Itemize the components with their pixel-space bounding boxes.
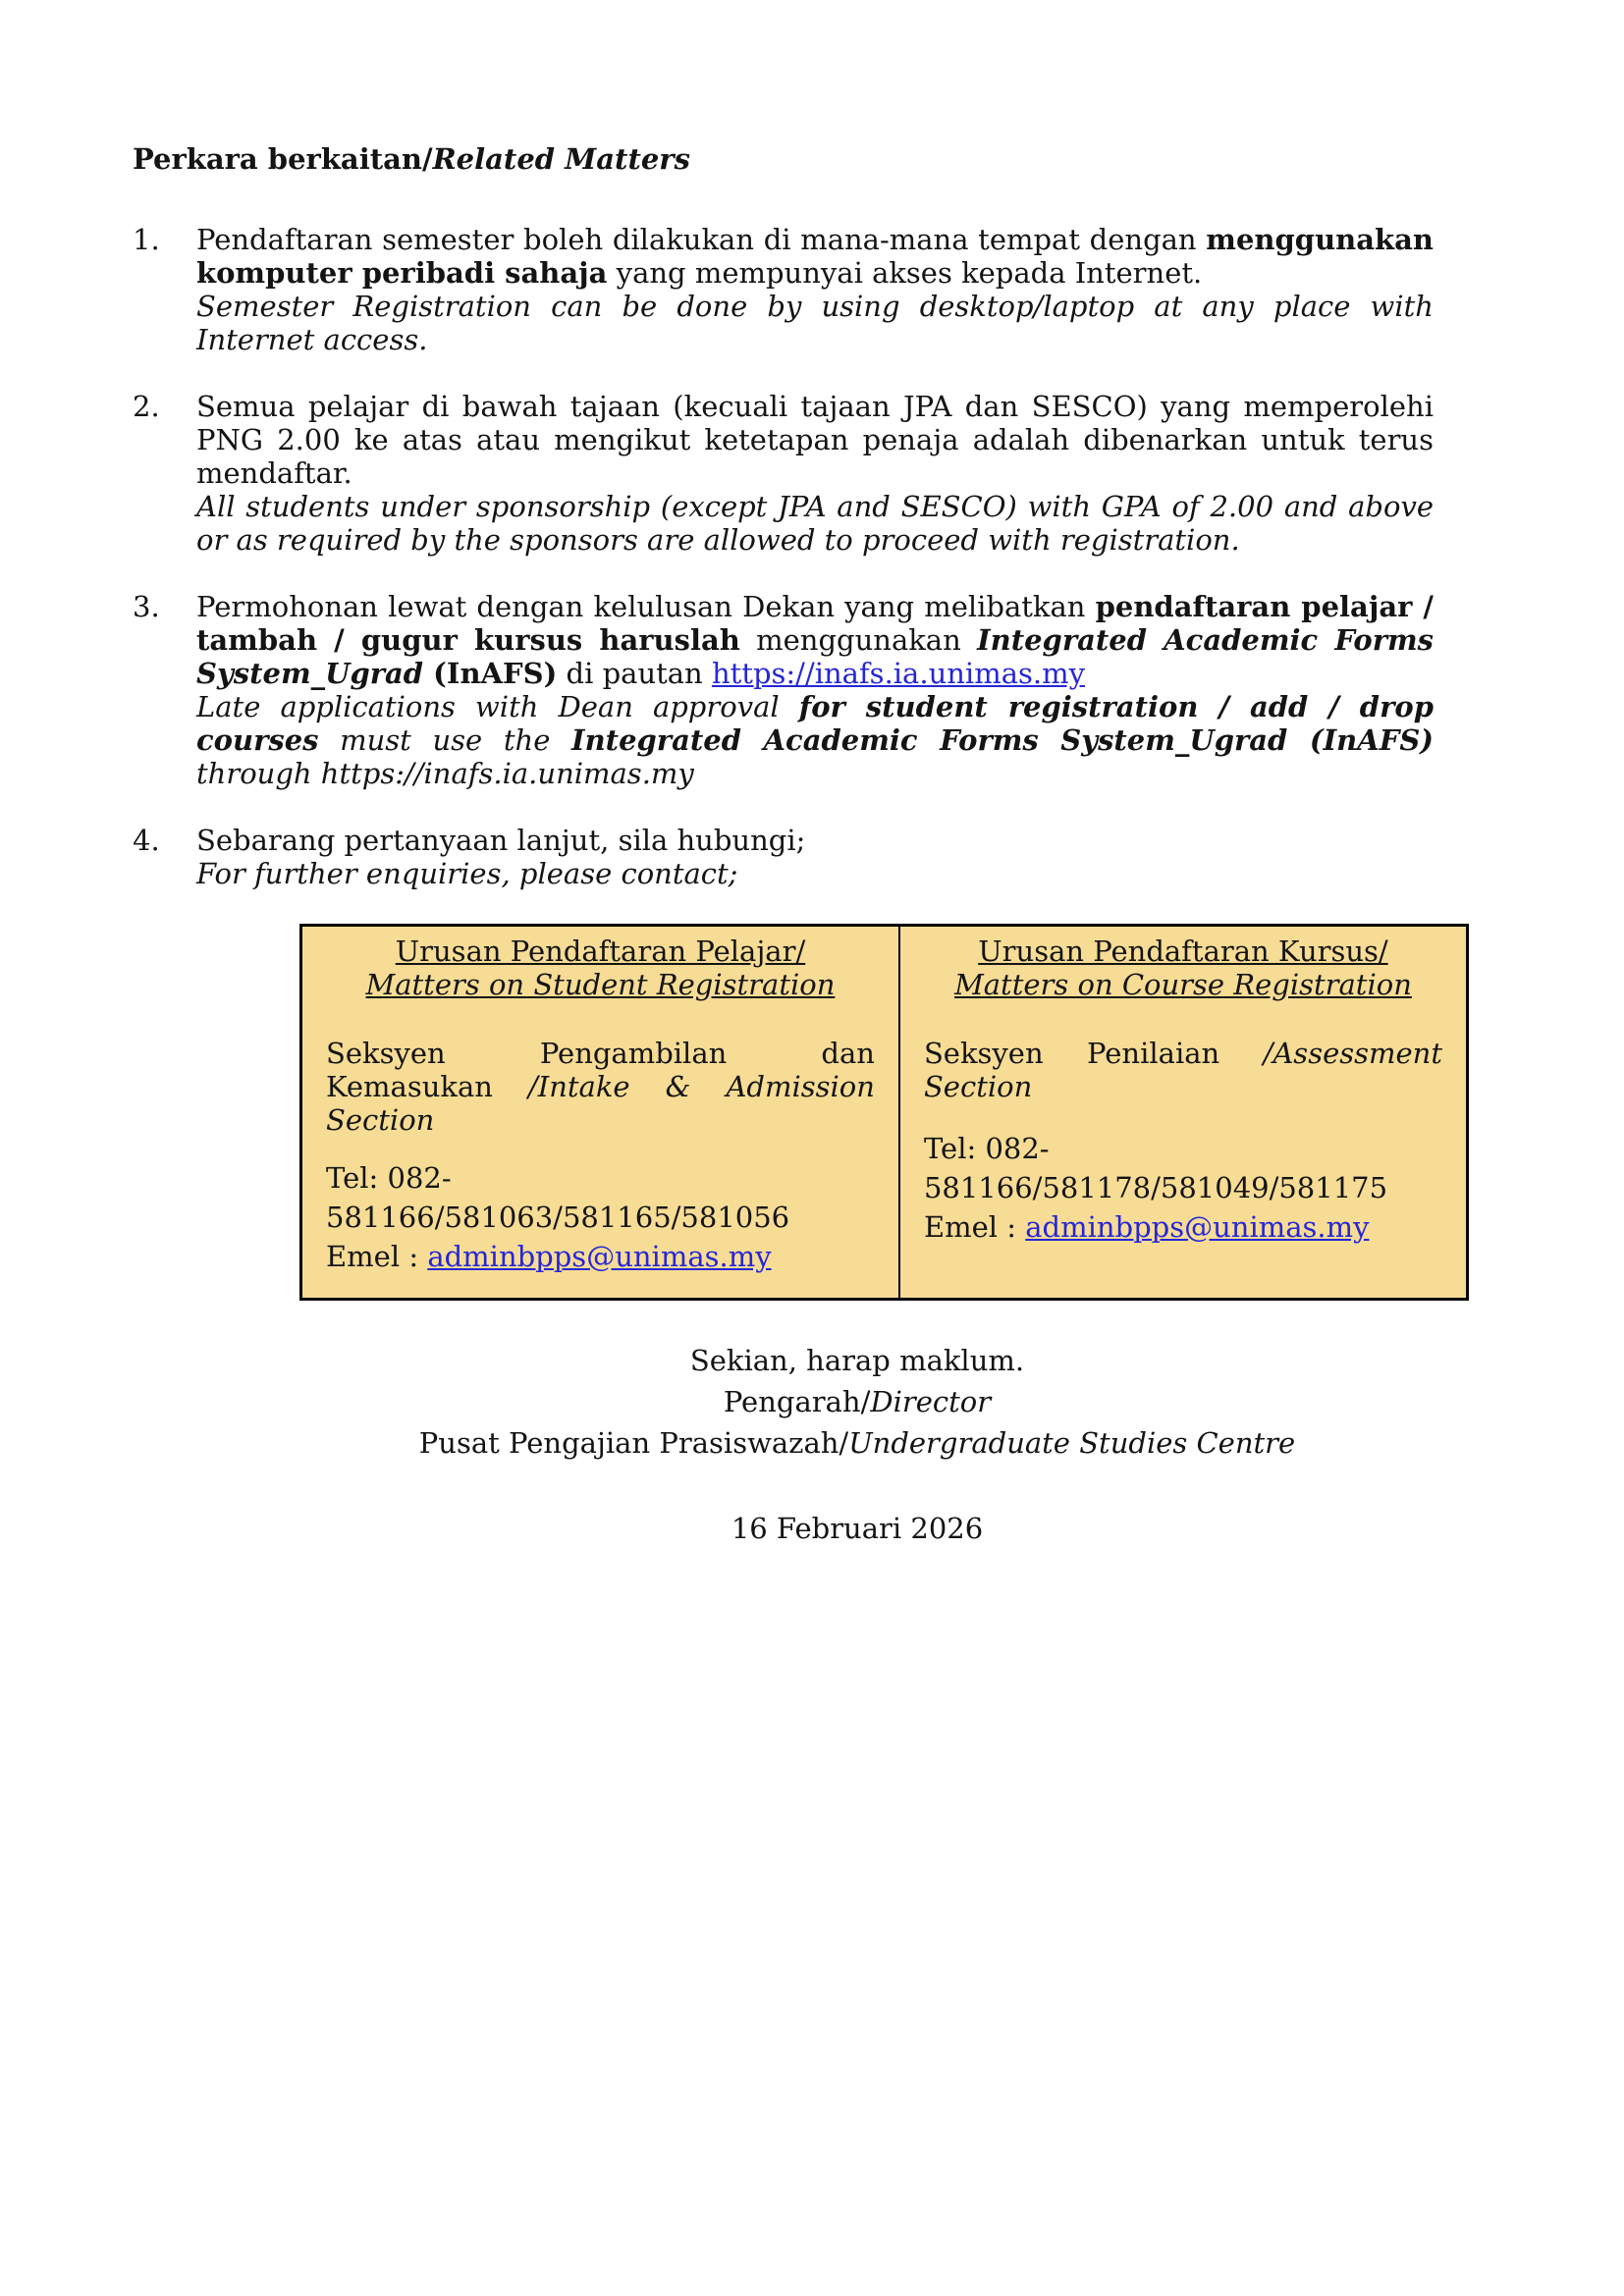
tel-line: Tel: 082-581166/581063/581165/581056 bbox=[326, 1161, 790, 1234]
signature-role: Pengarah/Director bbox=[723, 1385, 992, 1418]
list-item-2-text-english: All students under sponsorship (except JPA and SESCO) with GPA of 2.00 and above or as required by the sponsors are allowed to proceed with registration. bbox=[196, 490, 1434, 557]
list-item-2-body bbox=[196, 390, 1434, 557]
closing-note: Sekian, harap maklum. bbox=[689, 1344, 1025, 1377]
document-date: 16 Februari 2026 bbox=[731, 1512, 984, 1545]
contact-table-row bbox=[301, 926, 1468, 1300]
list-item-2 bbox=[133, 390, 1434, 557]
list-item-1-text-english: Semester Registration can be done by using desktop/laptop at any place with Internet access. bbox=[196, 290, 1434, 356]
signature-department: Pusat Pengajian Prasiswazah/Undergraduate Studies Centre bbox=[418, 1426, 1296, 1460]
student-registration-header-english: Matters on Student Registration bbox=[365, 968, 836, 1001]
list-item-3 bbox=[133, 590, 1434, 790]
course-registration-contact bbox=[924, 1129, 1442, 1247]
list-item-1-number: 1. bbox=[133, 223, 160, 256]
list-item-4 bbox=[133, 824, 1434, 890]
list-item-3-text-malay: Permohonan lewat dengan kelulusan Dekan yang melibatkan pendaftaran pelajar / tambah / gugur kursus haruslah menggunakan Integrated Academic Forms System_Ugrad (InAFS) di pautan https://inafs.ia.unimas.my bbox=[196, 590, 1434, 690]
list-item-4-body bbox=[196, 824, 1434, 890]
course-registration-cell bbox=[899, 926, 1468, 1300]
tel-line: Tel: 082-581166/581178/581049/581175 bbox=[923, 1132, 1388, 1204]
email-line: Emel : adminbpps@unimas.my bbox=[326, 1240, 772, 1273]
list-item-2-text-malay: Semua pelajar di bawah tajaan (kecuali tajaan JPA dan SESCO) yang memperolehi PNG 2.00 ke atas atau mengikut ketetapan penaja adalah dibenarkan untuk terus mendaftar. bbox=[196, 390, 1434, 490]
email-line: Emel : adminbpps@unimas.my bbox=[923, 1210, 1370, 1244]
list-item-3-body bbox=[196, 590, 1434, 790]
contact-table bbox=[299, 924, 1469, 1301]
list-item-4-number: 4. bbox=[133, 824, 160, 857]
list-item-3-text-english: Late applications with Dean approval for student registration / add / drop courses must use the Integrated Academic Forms System_Ugrad (InAFS) through https://inafs.ia.unimas.my bbox=[196, 690, 1434, 790]
list-item-3-number: 3. bbox=[133, 590, 160, 623]
intake-admission-section-label: Seksyen Pengambilan dan Kemasukan /Intake & Admission Section bbox=[326, 1037, 875, 1137]
list-item-1-body bbox=[196, 223, 1434, 356]
list-item-1 bbox=[133, 223, 1434, 356]
inafs-link[interactable]: https://inafs.ia.unimas.my bbox=[711, 657, 1085, 690]
email-link[interactable]: adminbpps@unimas.my bbox=[427, 1240, 772, 1273]
course-registration-header-english: Matters on Course Registration bbox=[954, 968, 1412, 1001]
student-registration-contact bbox=[326, 1158, 875, 1276]
course-registration-header-malay: Urusan Pendaftaran Kursus/ bbox=[978, 934, 1388, 968]
student-registration-cell bbox=[301, 926, 899, 1300]
student-registration-header-malay: Urusan Pendaftaran Pelajar/ bbox=[395, 934, 806, 968]
email-link[interactable]: adminbpps@unimas.my bbox=[1025, 1210, 1370, 1244]
list-item-4-text-english: For further enquiries, please contact; bbox=[196, 857, 738, 890]
list-item-1-text-malay: Pendaftaran semester boleh dilakukan di mana-mana tempat dengan menggunakan komputer peribadi sahaja yang mempunyai akses kepada Internet. bbox=[196, 223, 1434, 290]
document-heading: Perkara berkaitan/Related Matters bbox=[133, 142, 690, 176]
closing-block bbox=[133, 1340, 1582, 1464]
list-item-2-number: 2. bbox=[133, 390, 160, 423]
list-item-4-text-malay: Sebarang pertanyaan lanjut, sila hubungi; bbox=[196, 824, 806, 857]
assessment-section-label: Seksyen Penilaian /Assessment Section bbox=[923, 1037, 1442, 1103]
